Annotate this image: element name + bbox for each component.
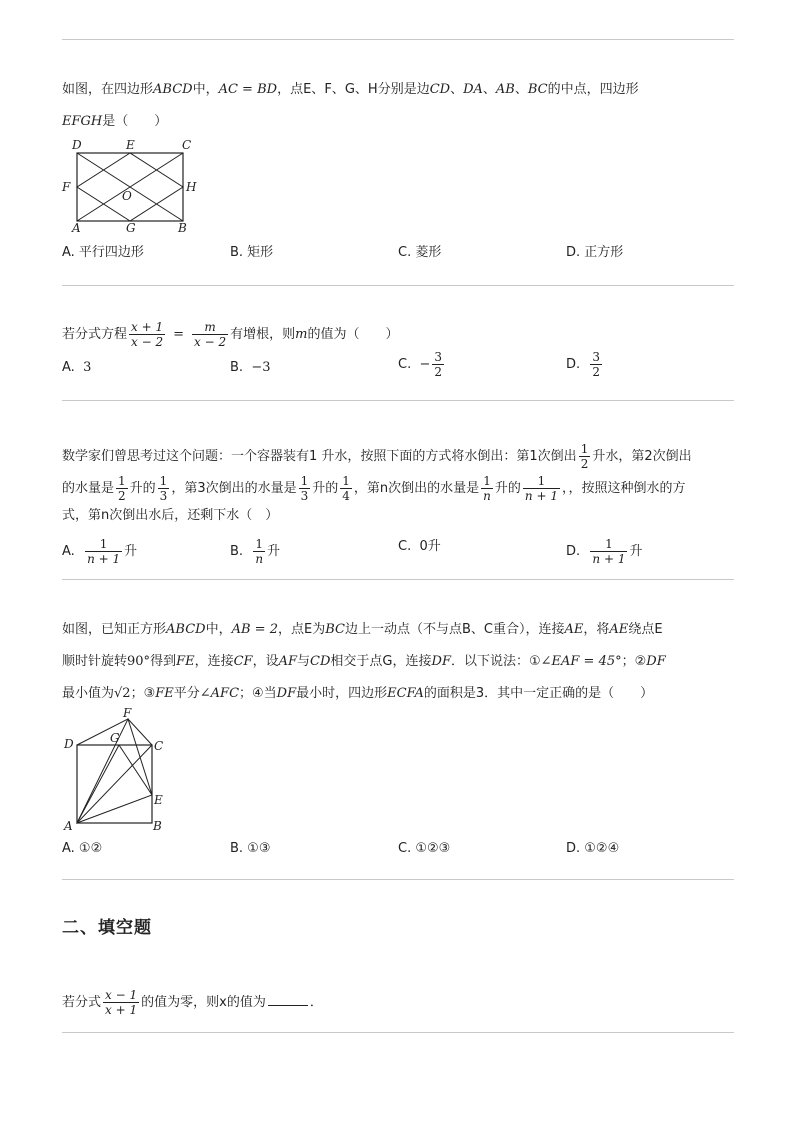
q1-option-c[interactable]: C. 菱形 (398, 245, 442, 260)
q3-stem-line3: 式，第n次倒出水后，还剩下水（ ） (62, 508, 279, 523)
q4-label-g: G (110, 731, 120, 745)
q4-label-f: F (123, 706, 132, 720)
q1-option-a[interactable]: A. 平行四边形 (62, 245, 144, 260)
q2-option-a[interactable]: A. 3 (62, 360, 92, 375)
divider-q3 (62, 579, 734, 580)
q4-label-e: E (154, 793, 163, 807)
q4-option-b[interactable]: B. ①③ (230, 841, 271, 856)
q2-option-c[interactable]: C. − $\frac{3}{2}$ (398, 350, 443, 379)
q1-figure (58, 136, 203, 236)
q1-label-c: C (182, 138, 192, 152)
q3-option-b[interactable]: B. $\frac{1}{n}$ 升 (230, 537, 281, 566)
q2-frac-right: $\frac{m}{x - 2}$ (194, 320, 227, 349)
q2-stem: 若分式方程 $\frac{x + 1}{x - 2}$ = $\frac{m}{x - 2}$ 有增根，则m的值为（ ） (62, 320, 399, 349)
q5-stem: 若分式 $\frac{x - 1}{x + 1}$ 的值为零，则x的值为 ． (62, 988, 323, 1017)
q5-answer-blank[interactable] (268, 993, 308, 1006)
divider-top (62, 39, 734, 40)
q1-label-o: O (122, 189, 132, 203)
q1-stem-line1: 如图，在四边形ABCD中，AC = BD，点E、F、G、H分别是边CD、DA、AB、BC的中点，四边形 (62, 82, 639, 97)
q4-stem-line3: 最小值为√2；③FE平分∠AFC；④当DF最小时，四边形ECFA的面积是3．其中一定正确的是（ ） (62, 686, 654, 701)
q4-stem-line1: 如图，已知正方形ABCD中，AB = 2，点E为BC边上一动点（不与点B、C重合），连接AE，将AE绕点E (62, 622, 663, 637)
q4-stem-line2: 顺时针旋转90°得到FE，连接CF，设AF与CD相交于点G，连接DF．以下说法：①∠EAF = 45°；②DF (62, 654, 666, 669)
q1-label-e: E (126, 138, 135, 152)
q4-option-c[interactable]: C. ①②③ (398, 841, 451, 856)
q1-option-d[interactable]: D. 正方形 (566, 245, 624, 260)
divider-q5 (62, 1032, 734, 1033)
q1-label-h: H (186, 180, 197, 194)
q1-label-a: A (72, 221, 81, 235)
q4-label-b: B (153, 819, 162, 833)
q3-stem-line2: 的水量是 $\frac{1}{2}$ 升的 $\frac{1}{3}$ ，第3次倒出的水量是 $\frac{1}{3}$ 升的 $\frac{1}{4}$ ，第n次倒出的水量是 $\frac{1}{n}$ 升的 $\frac{1}{n + 1}$ ，，按照这种倒水的方 (62, 474, 686, 503)
q1-label-g: G (126, 221, 136, 235)
q1-label-d: D (72, 138, 82, 152)
divider-q4 (62, 879, 734, 880)
q2-frac-left: $\frac{x + 1}{x - 2}$ (131, 320, 164, 349)
q1-label-f: F (62, 180, 71, 194)
divider-q1 (62, 285, 734, 286)
q4-option-a[interactable]: A. ①② (62, 841, 103, 856)
q3-option-c[interactable]: C. 0升 (398, 539, 441, 554)
q2-option-d[interactable]: D. $\frac{3}{2}$ (566, 350, 601, 379)
q4-option-d[interactable]: D. ①②④ (566, 841, 620, 856)
q4-label-c: C (154, 739, 164, 753)
q1-option-b[interactable]: B. 矩形 (230, 245, 274, 260)
q1-label-b: B (178, 221, 187, 235)
q4-label-d: D (64, 737, 74, 751)
section-title-fill-in: 二、填空题 (62, 918, 152, 938)
q2-option-b[interactable]: B. −3 (230, 360, 271, 375)
q3-option-a[interactable]: A. $\frac{1}{n + 1}$ 升 (62, 537, 138, 566)
divider-q2 (62, 400, 734, 401)
q1-stem-line2: EFGH是（ ） (62, 114, 168, 129)
q4-figure (58, 706, 178, 836)
q3-option-d[interactable]: D. $\frac{1}{n + 1}$ 升 (566, 537, 643, 566)
q3-stem-line1: 数学家们曾思考过这个问题：一个容器装有1 升水，按照下面的方式将水倒出：第1次倒出 $\frac{1}{2}$ 升水，第2次倒出 (62, 442, 692, 471)
q4-label-a: A (64, 819, 73, 833)
